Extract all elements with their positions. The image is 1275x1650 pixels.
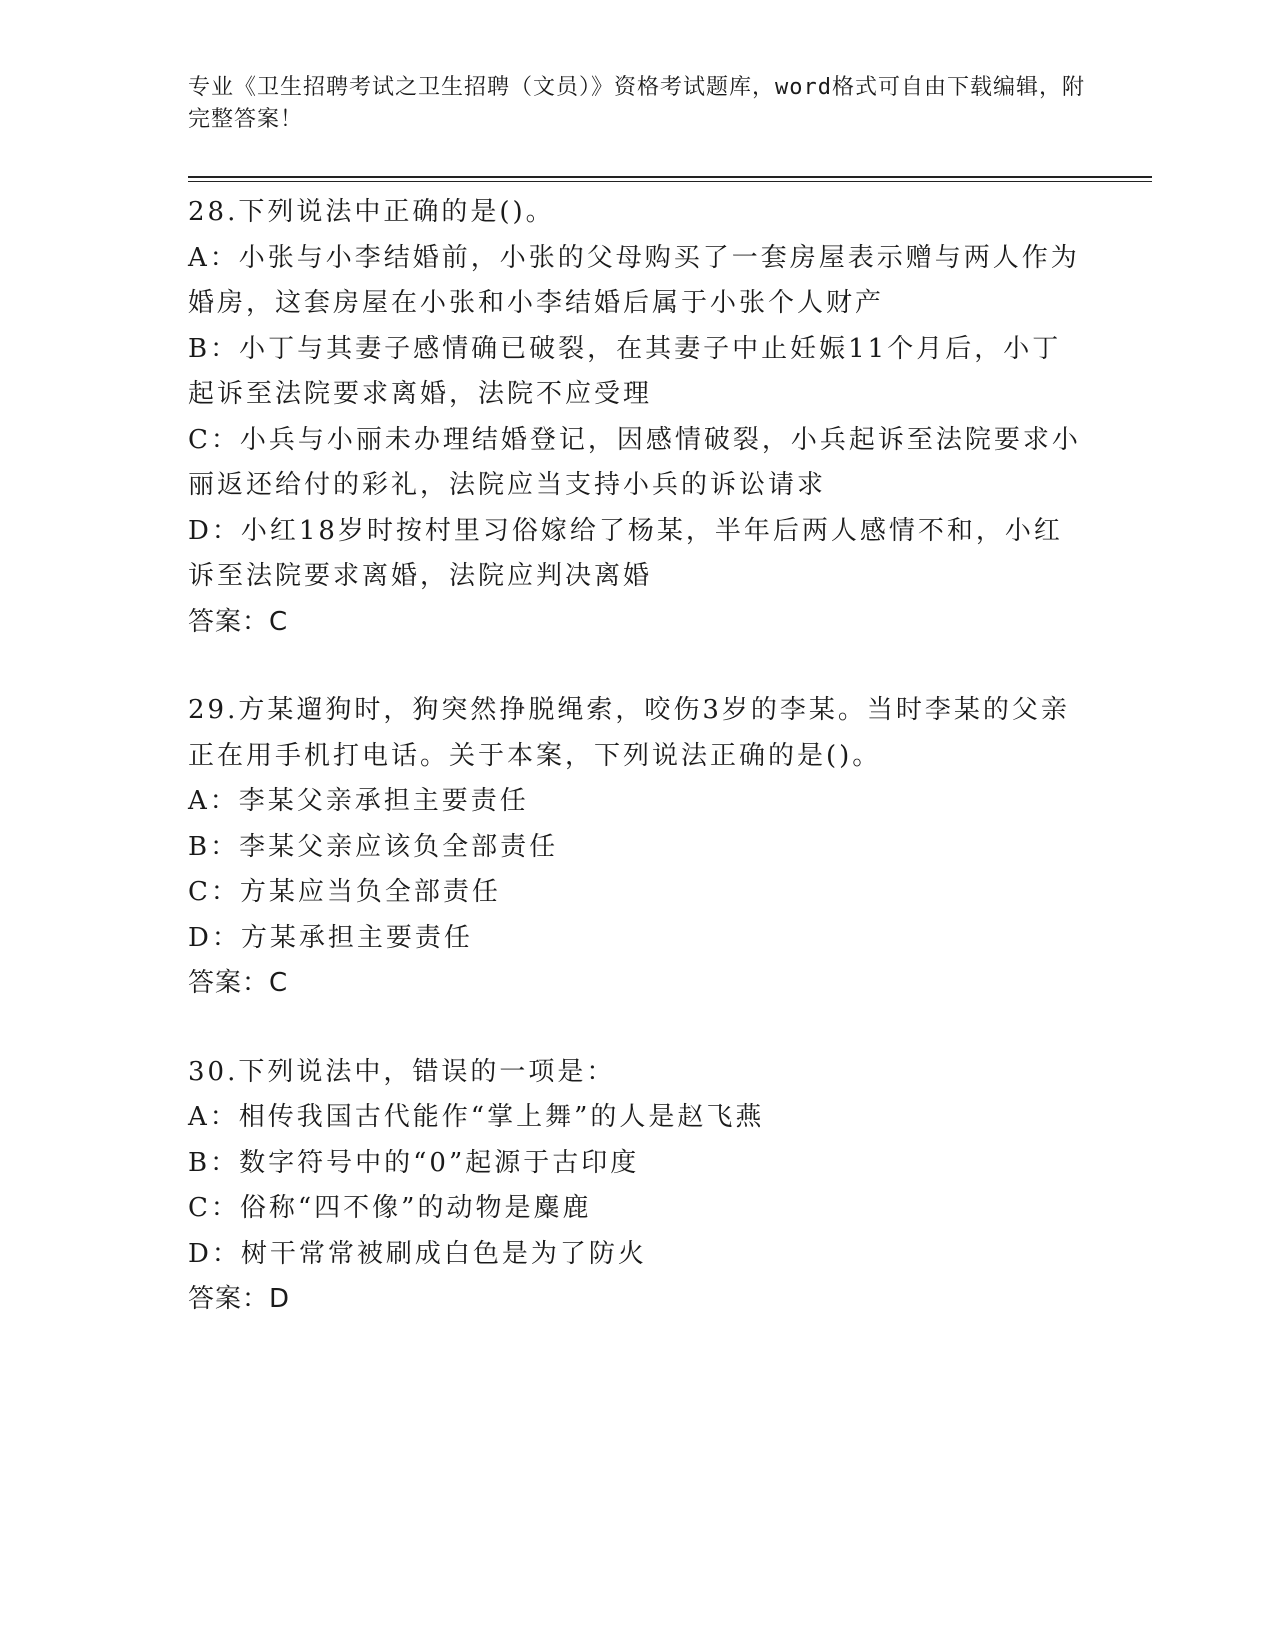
question-30 [188, 1050, 1088, 1323]
question-29 [188, 688, 1088, 1007]
option-c: C：俗称“四不像”的动物是麋鹿 [188, 1193, 592, 1223]
question-list [188, 190, 1088, 1366]
question-stem: 30.下列说法中，错误的一项是： [188, 1056, 616, 1087]
option-a: A：相传我国古代能作“掌上舞”的人是赵飞燕 [188, 1102, 765, 1132]
option-c: C：方某应当负全部责任 [188, 877, 501, 907]
option-b: B：李某父亲应该负全部责任 [188, 831, 559, 862]
option-d: D：方某承担主要责任 [188, 922, 473, 953]
question-28 [188, 190, 1088, 645]
question-stem: 28.下列说法中正确的是()。 [188, 197, 555, 227]
header-divider-thin [188, 181, 1152, 182]
option-d: D：小红18岁时按村里习俗嫁给了杨某，半年后两人感情不和，小红诉至法院要求离婚，法院应判决离婚 [188, 515, 1063, 591]
option-a: A：小张与小李结婚前，小张的父母购买了一套房屋表示赠与两人作为婚房，这套房屋在小张和小李结婚后属于小张个人财产 [188, 242, 1080, 318]
document-header: 专业《卫生招聘考试之卫生招聘（文员）》资格考试题库，word格式可自由下载编辑，附完整答案！ [188, 75, 1085, 132]
question-stem: 29.方某遛狗时，狗突然挣脱绳索，咬伤3岁的李某。当时李某的父亲正在用手机打电话。关于本案，下列说法正确的是()。 [188, 695, 1070, 771]
option-b: B：小丁与其妻子感情确已破裂，在其妻子中止妊娠11个月后，小丁起诉至法院要求离婚，法院不应受理 [188, 333, 1062, 409]
answer: 答案：C [188, 606, 289, 637]
answer: 答案：D [188, 1284, 291, 1314]
option-c: C：小兵与小丽未办理结婚登记，因感情破裂，小兵起诉至法院要求小丽返还给付的彩礼，法院应当支持小兵的诉讼请求 [188, 424, 1081, 500]
option-a: A：李某父亲承担主要责任 [188, 786, 529, 816]
header-divider-thick [188, 176, 1152, 178]
option-d: D：树干常常被刷成白色是为了防火 [188, 1238, 647, 1269]
option-b: B：数字符号中的“0”起源于古印度 [188, 1147, 640, 1178]
answer: 答案：C [188, 968, 289, 998]
